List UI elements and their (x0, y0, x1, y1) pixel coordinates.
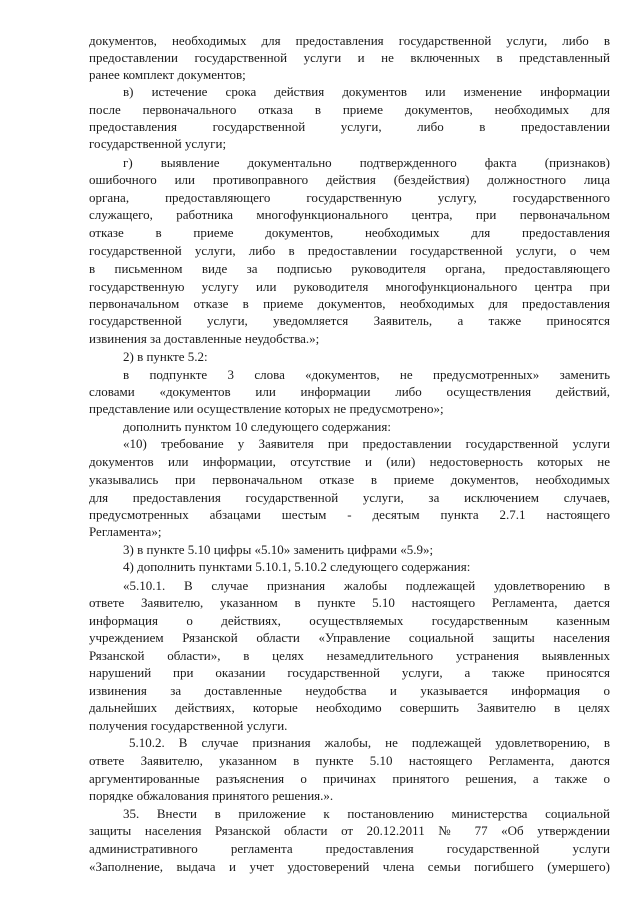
text-line: извинения за доставленные неудобства.»; (89, 331, 320, 346)
text-line: Рязанской области», в целях незамедлительного устранения выявленных (89, 648, 610, 663)
text-line: 3) в пункте 5.10 цифры «5.10» заменить цифрами «5.9»; (123, 542, 434, 557)
text-line: предоставления государственной услуги, либо в предоставлении (89, 119, 610, 134)
text-line: ответе Заявителю, указанном в пункте 5.10 настоящего Регламента, дается (89, 595, 610, 610)
text-line: словами «документов или информации либо осуществления действий, (89, 384, 610, 399)
text-line: документов, необходимых для предоставления государственной услуги, либо в (89, 33, 610, 48)
text-line: органа, предоставляющего государственную услугу, государственного (89, 190, 610, 205)
text-line: в) истечение срока действия документов или изменение информации (123, 84, 610, 99)
text-line: в подпункте 3 слова «документов, не предусмотренных» заменить (123, 367, 610, 382)
text-line: предусмотренных абзацами шестым - десятым пункта 2.7.1 настоящего (89, 507, 610, 522)
text-line: порядке обжалования принятого решения.». (89, 788, 334, 803)
text-line: 35. Внести в приложение к постановлению министерства социальной (123, 806, 610, 821)
text-line: «Заполнение, выдача и учет удостоверений члена семьи погибшего (умершего) (89, 859, 610, 874)
text-line: после первоначального отказа в приеме документов, необходимых для (89, 102, 610, 117)
text-line: ответе Заявителю, указанном в пункте 5.10 настоящего Регламента, даются (89, 753, 610, 768)
text-line: первоначальном отказе в приеме документов, необходимых для предоставления (89, 296, 610, 311)
text-line: административного регламента предоставления государственной услуги (89, 841, 610, 856)
text-line: дополнить пунктом 10 следующего содержания: (123, 419, 391, 434)
text-line: дальнейших действиях, которые необходимо совершить Заявителю в целях (89, 700, 610, 715)
text-line: государственную услугу или руководителя многофункционального центра при (89, 279, 610, 294)
text-line: отказе в приеме документов, необходимых для предоставления (89, 225, 610, 240)
text-line: ранее комплект документов; (89, 67, 246, 82)
text-line: нарушений при оказании государственной услуги, а также приносятся (89, 665, 610, 680)
text-line: защиты населения Рязанской области от 20.12.2011 № 77 «Об утверждении (89, 823, 610, 838)
text-line: учреждением Рязанской области «Управление социальной защиты населения (89, 630, 610, 645)
text-line: «5.10.1. В случае признания жалобы подлежащей удовлетворению в (123, 578, 610, 593)
text-line: представление или осуществление которых не предусмотрено»; (89, 401, 444, 416)
text-line: ошибочного или противоправного действия (бездействия) должностного лица (89, 172, 610, 187)
text-line: государственной услуги, либо в предоставлении государственной услуги, о чем (89, 243, 610, 258)
text-line: в письменном виде за подписью руководителя органа, предоставляющего (89, 261, 610, 276)
text-line: 4) дополнить пунктами 5.10.1, 5.10.2 следующего содержания: (123, 559, 471, 574)
text-line: государственной услуги, уведомляется Заявитель, а также приносятся (89, 313, 610, 328)
text-line: указывались при первоначальном отказе в приеме документов, необходимых (89, 472, 610, 487)
text-line: получения государственной услуги. (89, 718, 288, 733)
text-line: документов или информации, отсутствие и (или) недостоверность которых не (89, 454, 610, 469)
text-line: «10) требование у Заявителя при предоставлении государственной услуги (123, 436, 610, 451)
text-line: извинения за доставленные неудобства и указывается информация о (89, 683, 610, 698)
text-line: г) выявление документально подтвержденного факта (признаков) (123, 155, 610, 170)
text-line: предоставлении государственной услуги и не включенных в представленный (89, 50, 610, 65)
text-line: для предоставления государственной услуги, за исключением случаев, (89, 490, 610, 505)
text-line: государственной услуги; (89, 136, 227, 151)
text-line: 2) в пункте 5.2: (123, 349, 208, 364)
text-line: служащего, работника многофункционального центра, при первоначальном (89, 207, 610, 222)
text-line: аргументированные разъяснения о причинах принятого решения, а также о (89, 771, 610, 786)
text-line: информация о действиях, осуществляемых государственным казенным (89, 613, 610, 628)
text-line: 5.10.2. В случае признания жалобы, не подлежащей удовлетворению, в (129, 735, 610, 750)
text-line: Регламента»; (89, 524, 162, 539)
